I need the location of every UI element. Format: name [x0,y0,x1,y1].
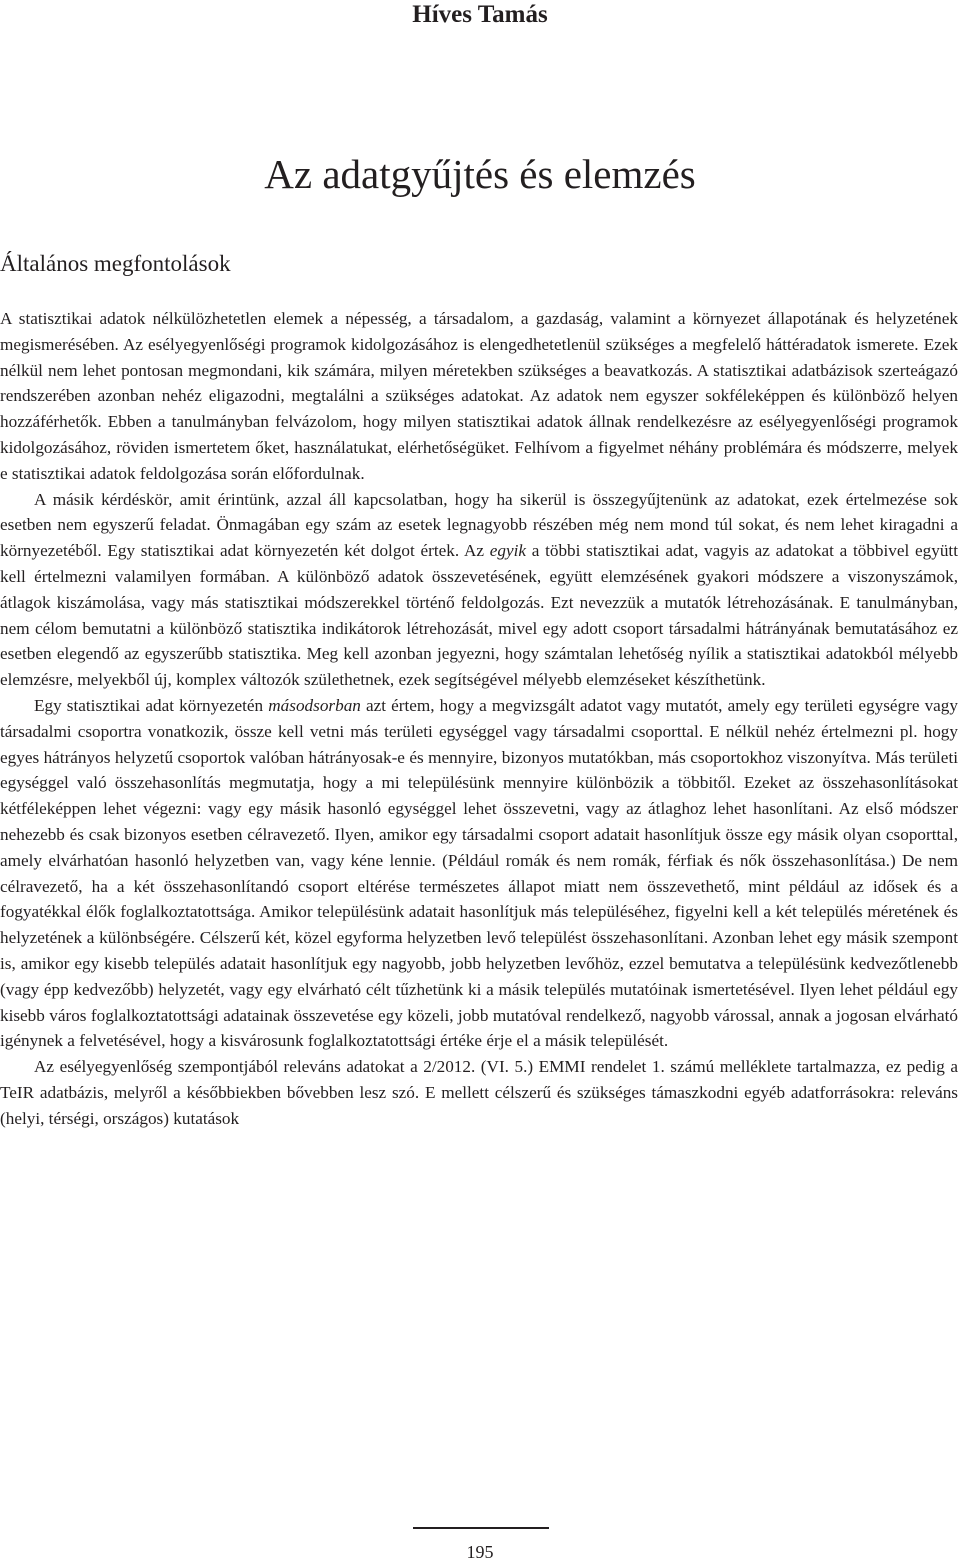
paragraph-data-sources: Az esélyegyenlőség szempontjából releváns adatokat a 2/2012. (VI. 5.) EMMI rendelet 1. számú melléklete tartalmazza, ez pedig a TeIR adatbázis, melyről a későbbiekben bővebben lesz szó. E mellett célszerű és szükséges támaszkodni egyéb adatforrásokra: releváns (helyi, térségi, országos) kutatások [0,1057,958,1128]
paragraph-intro: A statisztikai adatok nélkülözhetetlen elemek a népesség, a társadalom, a gazdaság, valamint a környezet állapotának és helyzetének megismerésében. Az esélyegyenlőségi programok kidolgozásához is elengedhetetlenül szükséges a megfelelő háttéradatok ismerete. Ezek nélkül nem lehet pontosan megmondani, kik számára, milyen méretekben szükséges a beavatkozás. A statisztikai adatbázisok szerteágazó rendszerében azonban nehéz eligazodni, megtalálni a szükséges adatokat. Az adatok nem egyszer sokféleképpen és különböző helyen hozzáférhetők. Ebben a tanulmányban felvázolom, hogy milyen statisztikai adatok állnak rendelkezésre az esélyegyenlőségi programok kidolgozásához, röviden ismertetem őket, használatukat, elérhetőségüket. Felhívom a figyelmet néhány problémára és módszerre, melyek e statisztikai adatok feldolgozása során előfordulnak. [0,309,958,483]
paragraph-context-second [0,693,958,1054]
article-body-flow [0,306,958,1132]
author-name: Híves Tamás [412,1,548,28]
section-heading: Általános megfontolások [0,251,231,276]
emphasis-egyik: egyik [489,541,526,561]
emphasis-masodsorban: másodsorban [268,695,361,715]
article-title: Az adatgyűjtés és elemzés [264,151,696,197]
paragraph-context-first-start: A másik kérdéskör, amit érintünk, azzal áll kapcsolatban, hogy ha sikerül is összegyűjtenünk az adatokat, ezek értelmezése sok esetben nem egyszerű feladat. Önmagában egy szám az esetek legnagyobb részében még nem mond túl sokat, és nem lehet kiragadni a környezetéből. Egy statisztikai adat környezetén két dolgot értek. Az [0,489,958,561]
page-number: 195 [466,1542,494,1562]
paragraph-context-second-start: Egy statisztikai adat környezetén [34,695,269,715]
paragraph-context-first [0,487,958,693]
paragraph-context-first-end: a többi statisztikai adat, vagyis az adatokat a többivel együtt kell értelmezni valamilyen formában. A különböző adatok összevetésének, együtt elemzésének gyakori módszere a viszonyszámok, átlagok kiszámolása, vagy más statisztikai módszerekkel történő feldolgozás. Ezt nevezzük a mutatók létrehozásának. E tanulmányban, nem célom bemutatni a különböző statisztika indikátorok létrehozását, mivel egy adott csoport társadalmi hátrányának bemutatásához ez esetben elegendő az egyszerűbb statisztika. Meg kell azonban jegyezni, hogy számtalan lehetőség nyílik a statisztikai adatokból mélyebb elemzésre, melyekből új, komplex változók születhetnek, ezek segítségével mélyebb elemzéseket készíthetünk. [0,541,958,690]
footer-rule [413,1527,549,1529]
paragraph-context-second-end: azt értem, hogy a megvizsgált adatot vagy mutatót, amely egy területi egységre vagy társadalmi csoportra vonatkozik, össze kell vetni más területi egységgel vagy társadalmi csoporttal. E nélkül nehéz értelmezni pl. hogy egyes hátrányos helyzetű csoportok valóban hátrányosak-e és mennyire, bizonyos mutatókban, más csoportokhoz viszonyítva. Más területi egységgel való összehasonlítás megmutatja, hogy a mi településünk mennyire különbözik a többitől. Ezeket az összehasonlításokat kétféleképpen lehet végezni: vagy egy másik hasonló egységgel lehet összevetni, vagy az átlaghoz lehet hasonlítani. Az első módszer nehezebb és csak bizonyos esetben célravezető. Ilyen, amikor egy társadalmi csoport adatait hasonlítjuk össze egy másik olyan csoporttal, amely elvárhatóan hasonló helyzetben van, vagy kéne lennie. (Például romák és nem romák, férfiak és nők összehasonlítása.) De nem célravezető, ha a két összehasonlítandó csoport eltérése természetes állapot miatt nem összevethető, mint például az idősek és a fogyatékkal élők foglalkoztatottsága. Amikor településünk adatait hasonlítjuk más településéhez, figyelni kell a két település méretének és helyzetének a különbségére. Célszerű két, közel egyforma helyzetben levő települést összehasonlítani. Azonban lehet egy másik szempont is, amikor egy kisebb település adatait hasonlítjuk egy nagyobb, jobb helyzetben levőhöz, ezzel bemutatva a településünk kedvezőtlenebb (vagy épp kedvezőbb) helyzetét, vagy egy elvárható célt tűzhetünk ki a másik település mutatóinak ismertetésével. Ilyen lehet például egy kisebb város foglalkoztatottsági adatainak összevetése egy közeli, jobb mutatóval rendelkező, nagyobb várossal, annak a jogosan elvárható igénynek a felvetésével, hogy a kisvárosunk foglalkoztatottsági értéke érje el a másik települését. [0,695,958,1051]
